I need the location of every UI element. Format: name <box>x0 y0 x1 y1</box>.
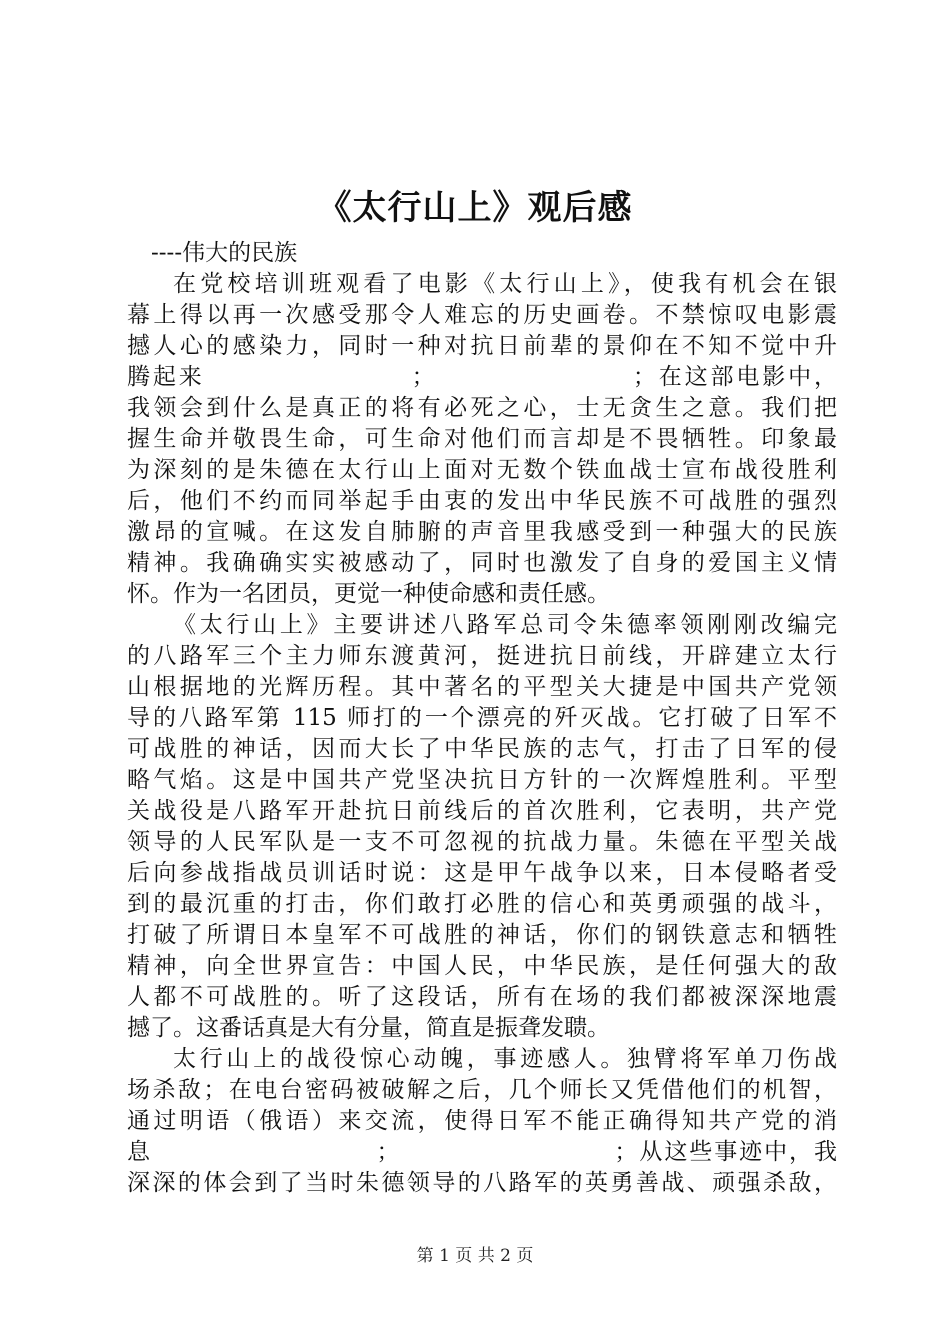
paragraph-line: 山根据地的光辉历程。其中著名的平型关大捷是中国共产党领 <box>127 674 837 700</box>
document-body <box>127 238 837 1199</box>
paragraph-line: 场杀敌；在电台密码被破解之后，几个师长又凭借他们的机智， <box>127 1077 837 1103</box>
paragraph-line: 领导的人民军队是一支不可忽视的抗战力量。朱德在平型关战 <box>127 829 837 855</box>
paragraph-line: 后，他们不约而同举起手由衷的发出中华民族不可战胜的强烈 <box>127 488 837 514</box>
page-footer: 第 1 页 共 2 页 <box>416 1246 534 1266</box>
paragraph-line: 深深的体会到了当时朱德领导的八路军的英勇善战、顽强杀敌， <box>127 1170 837 1196</box>
paragraph-line: 精神。我确确实实被感动了，同时也激发了自身的爱国主义情 <box>127 550 837 576</box>
paragraph-line: 人都不可战胜的。听了这段话，所有在场的我们都被深深地震 <box>127 984 837 1010</box>
document-title: 《太行山上》观后感 <box>317 188 633 228</box>
paragraph-line: 略气焰。这是中国共产党坚决抗日方针的一次辉煌胜利。平型 <box>127 767 837 793</box>
paragraph-line: 可战胜的神话，因而大长了中华民族的志气，打击了日军的侵 <box>127 736 837 762</box>
paragraph-line: 撼了。这番话真是大有分量，简直是振聋发聩。 <box>127 1015 610 1041</box>
paragraph-line: 后向参战指战员训话时说：这是甲午战争以来，日本侵略者受 <box>127 860 837 886</box>
document-subtitle: ----伟大的民族 <box>151 240 298 266</box>
paragraph-line: 在党校培训班观看了电影《太行山上》，使我有机会在银 <box>173 271 837 297</box>
paragraph-line: 到的最沉重的打击，你们敢打必胜的信心和英勇顽强的战斗， <box>127 891 837 917</box>
paragraph-line: 腾起来 ； ；在这部电影中， <box>127 364 837 390</box>
paragraph-line: 激昂的宣喊。在这发自肺腑的声音里我感受到一种强大的民族 <box>127 519 837 545</box>
paragraph-line: 通过明语（俄语）来交流，使得日军不能正确得知共产党的消 <box>127 1108 837 1134</box>
paragraph-line: 撼人心的感染力，同时一种对抗日前辈的景仰在不知不觉中升 <box>127 333 837 359</box>
paragraph-line: 太行山上的战役惊心动魄，事迹感人。独臂将军单刀伤战 <box>173 1046 837 1072</box>
paragraph-line: 怀。作为一名团员，更觉一种使命感和责任感。 <box>127 581 610 607</box>
paragraph-line: 的八路军三个主力师东渡黄河，挺进抗日前线，开辟建立太行 <box>127 643 837 669</box>
paragraph-line: 为深刻的是朱德在太行山上面对无数个铁血战士宣布战役胜利 <box>127 457 837 483</box>
paragraph-line: 导的八路军第 115 师打的一个漂亮的歼灭战。它打破了日军不 <box>127 705 837 731</box>
paragraph-line: 《太行山上》主要讲述八路军总司令朱德率领刚刚改编完 <box>173 612 837 638</box>
paragraph-line: 关战役是八路军开赴抗日前线后的首次胜利，它表明，共产党 <box>127 798 837 824</box>
paragraph-line: 息 ； ；从这些事迹中，我 <box>127 1139 837 1165</box>
paragraph-line: 我领会到什么是真正的将有必死之心，士无贪生之意。我们把 <box>127 395 837 421</box>
paragraph-line: 精神，向全世界宣告：中国人民，中华民族，是任何强大的敌 <box>127 953 837 979</box>
paragraph-line: 打破了所谓日本皇军不可战胜的神话，你们的钢铁意志和牺牲 <box>127 922 837 948</box>
paragraph-line: 幕上得以再一次感受那令人难忘的历史画卷。不禁惊叹电影震 <box>127 302 837 328</box>
paragraph-line: 握生命并敬畏生命，可生命对他们而言却是不畏牺牲。印象最 <box>127 426 837 452</box>
